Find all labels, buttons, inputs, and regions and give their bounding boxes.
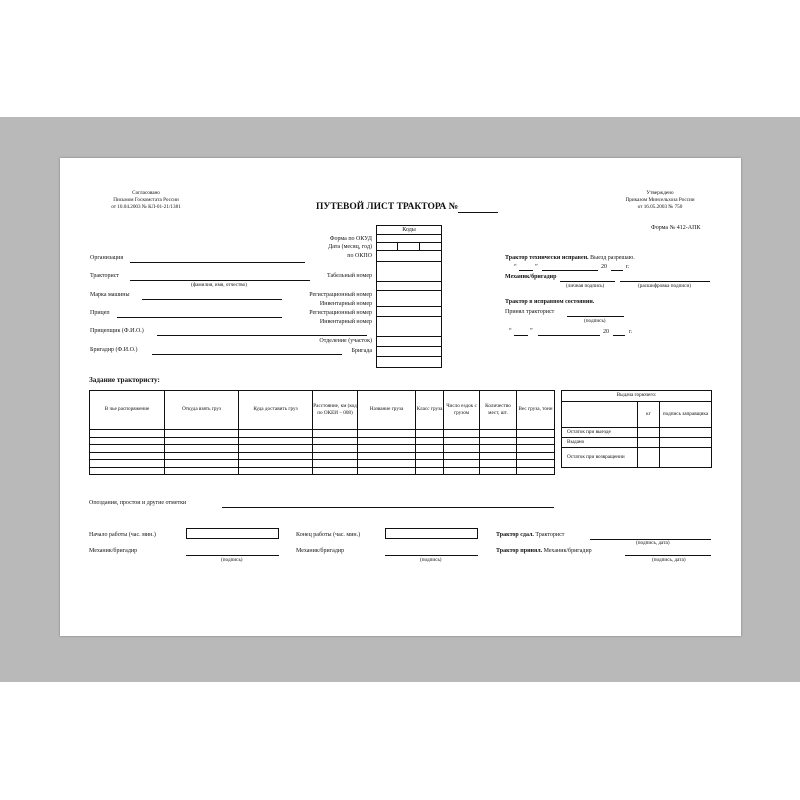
task-cell[interactable] <box>239 452 313 460</box>
codes-label: Форма по ОКУД <box>329 236 372 242</box>
trailer-label: Прицеп <box>90 310 110 316</box>
decode-hint: (расшифровка подписи) <box>638 283 691 289</box>
task-row <box>90 437 555 445</box>
tractor-handed-rest: Тракторист <box>535 532 565 538</box>
fuel-signature-header: подпись заправщика <box>660 402 712 428</box>
approval-left <box>86 190 206 210</box>
task-cell[interactable] <box>358 460 416 468</box>
signature-hint: (личная подпись) <box>566 283 605 289</box>
codes-divider <box>377 261 441 262</box>
task-cell[interactable] <box>358 445 416 453</box>
codes-divider <box>377 356 441 357</box>
task-cell[interactable] <box>165 452 239 460</box>
codes-label: Инвентарный номер <box>319 319 372 325</box>
accepted-signature-line[interactable] <box>567 316 624 317</box>
date2-quote-open: “ <box>509 328 512 334</box>
date-year-prefix: 20 <box>601 264 607 270</box>
form-code: Форма № 412-АПК <box>651 225 701 231</box>
task-cell[interactable] <box>416 460 444 468</box>
codes-column <box>376 225 442 368</box>
tractor-handed-hint: (подпись, дата) <box>636 540 670 546</box>
approval-left-line: Письмом Госкомстата России <box>113 196 179 203</box>
date-day-line[interactable] <box>519 270 533 271</box>
task-cell[interactable] <box>90 445 165 453</box>
task-cell[interactable] <box>313 445 358 453</box>
task-table <box>89 390 555 475</box>
task-cell[interactable] <box>480 430 517 438</box>
codes-divider <box>377 346 441 347</box>
date2-year-prefix: 20 <box>603 329 609 335</box>
task-cell[interactable] <box>313 467 358 475</box>
date-quote-open: “ <box>514 264 517 270</box>
task-cell[interactable] <box>358 452 416 460</box>
organization-label: Организация <box>90 255 124 261</box>
tractor-accepted-rest: Механик/бригадир <box>543 548 592 554</box>
start-work-box[interactable] <box>186 528 279 539</box>
date2-year-line[interactable] <box>613 335 625 336</box>
task-col-header: Класс груза <box>416 391 444 430</box>
task-cell[interactable] <box>90 460 165 468</box>
task-cell[interactable] <box>165 430 239 438</box>
task-col-header: Название груза <box>358 391 416 430</box>
approval-left-line: от 10.04.2003 № КЛ-01-21/1381 <box>111 203 181 210</box>
task-cell[interactable] <box>517 460 555 468</box>
task-cell[interactable] <box>444 467 480 475</box>
start-work-label: Начало работы (час. мин.) <box>89 532 156 538</box>
delays-line[interactable] <box>222 507 554 508</box>
task-cell[interactable] <box>90 467 165 475</box>
task-title: Задание трактористу: <box>89 376 160 384</box>
task-row <box>90 445 555 453</box>
fuel-sign-cell[interactable] <box>660 438 712 448</box>
task-cell[interactable] <box>165 460 239 468</box>
end-work-label: Конец работы (час. мин.) <box>296 532 361 538</box>
codes-header: Коды <box>402 227 416 233</box>
task-cell[interactable] <box>239 437 313 445</box>
tractor-accepted-sign-line[interactable] <box>625 555 711 556</box>
brigadier-line[interactable] <box>152 354 342 355</box>
task-cell[interactable] <box>165 467 239 475</box>
tractorist-line[interactable] <box>130 280 310 281</box>
approval-right-line: от 16.05.2003 № 750 <box>637 203 683 210</box>
task-cell[interactable] <box>239 430 313 438</box>
mechanic-mid-line[interactable] <box>385 555 478 556</box>
task-row <box>90 452 555 460</box>
task-cell[interactable] <box>90 437 165 445</box>
document-title: ПУТЕВОЙ ЛИСТ ТРАКТОРА № <box>316 202 459 212</box>
task-cell[interactable] <box>416 467 444 475</box>
task-cell[interactable] <box>90 430 165 438</box>
codes-label: Дата (месяц, год) <box>328 244 372 250</box>
task-cell[interactable] <box>444 460 480 468</box>
task-cell[interactable] <box>517 467 555 475</box>
task-cell[interactable] <box>313 460 358 468</box>
task-cell[interactable] <box>517 430 555 438</box>
date-quote-close: ” <box>535 264 538 270</box>
task-col-header: Вес груза, тонн <box>517 391 555 430</box>
date2-quote-close: ” <box>530 328 533 334</box>
task-row <box>90 460 555 468</box>
brigadier-label: Бригадир (Ф.И.О.) <box>90 347 138 353</box>
codes-divider <box>377 242 441 243</box>
tractorist-label: Тракторист <box>90 273 119 279</box>
fuel-kg-cell[interactable] <box>638 428 660 438</box>
tractorist-hint: (фамилия, имя, отчество) <box>191 282 247 288</box>
fuel-blank-header <box>562 402 638 428</box>
task-cell[interactable] <box>165 445 239 453</box>
date-year-line[interactable] <box>611 270 623 271</box>
machine-label: Марка машины <box>90 292 130 298</box>
date2-month-line[interactable] <box>538 335 600 336</box>
trailer-line[interactable] <box>117 317 282 318</box>
codes-label: Табельный номер <box>326 273 372 279</box>
task-row <box>90 430 555 438</box>
task-col-header: Количество мест, шт. <box>480 391 517 430</box>
task-cell[interactable] <box>239 467 313 475</box>
task-cell[interactable] <box>444 430 480 438</box>
date2-year-suffix: г. <box>629 329 633 335</box>
tractor-accepted-line <box>496 548 592 554</box>
trailer-operator-label: Прицепщик (Ф.И.О.) <box>90 328 144 334</box>
fuel-kg-cell[interactable] <box>638 448 660 468</box>
sign-hint-left: (подпись) <box>221 557 243 563</box>
task-cell[interactable] <box>444 437 480 445</box>
accepted-by-label: Принял тракторист <box>505 309 555 315</box>
task-col-header: В чье распоряжение <box>90 391 165 430</box>
codes-split <box>419 242 420 250</box>
date-year-suffix: г. <box>626 264 630 270</box>
task-cell[interactable] <box>239 460 313 468</box>
fuel-row-label: Выдано <box>562 438 638 448</box>
exit-allowed-text: Выезд разрешаю. <box>590 255 635 261</box>
tractor-accepted-bold: Трактор принял. <box>496 548 543 554</box>
approval-left-line: Согласовано <box>132 190 160 196</box>
task-cell[interactable] <box>444 452 480 460</box>
codes-label: Регистрационный номер <box>309 292 372 298</box>
task-cell[interactable] <box>313 452 358 460</box>
fuel-sign-cell[interactable] <box>660 448 712 468</box>
organization-line[interactable] <box>130 262 305 263</box>
mechanic-label: Механик/бригадир <box>505 274 557 280</box>
task-cell[interactable] <box>517 437 555 445</box>
fuel-kg-header: кг <box>638 402 660 428</box>
date2-day-line[interactable] <box>514 335 528 336</box>
ok-state-label: Трактор в исправном состоянии. <box>505 299 595 305</box>
codes-divider <box>377 306 441 307</box>
fuel-table <box>561 390 712 468</box>
fuel-row-label: Остаток при выезде <box>562 428 638 438</box>
codes-divider <box>377 234 441 235</box>
end-work-box[interactable] <box>385 528 478 539</box>
codes-label: Инвентарный номер <box>319 301 372 307</box>
mechanic-signature-line[interactable] <box>560 281 615 282</box>
task-cell[interactable] <box>358 430 416 438</box>
task-row <box>90 467 555 475</box>
task-col-header: Куда доставить груз <box>239 391 313 430</box>
fuel-title: Выдача горючего: <box>562 391 712 402</box>
mechanic-mid-label: Механик/бригадир <box>296 548 345 554</box>
task-cell[interactable] <box>480 445 517 453</box>
approval-right-line: Утверждено <box>646 190 674 196</box>
task-cell[interactable] <box>480 452 517 460</box>
task-cell[interactable] <box>416 445 444 453</box>
date-month-line[interactable] <box>542 270 598 271</box>
task-col-header: Расстояние, км (код по ОКЕИ – 008) <box>313 391 358 430</box>
approval-right <box>600 190 720 210</box>
task-cell[interactable] <box>517 452 555 460</box>
codes-label: Регистрационный номер <box>309 310 372 316</box>
mechanic-decode-line[interactable] <box>620 281 710 282</box>
task-cell[interactable] <box>480 437 517 445</box>
task-col-header: Откуда взять груз <box>165 391 239 430</box>
tech-ok-text: Трактор технически исправен. <box>505 255 589 261</box>
task-cell[interactable] <box>444 445 480 453</box>
task-cell[interactable] <box>480 460 517 468</box>
fuel-sign-cell[interactable] <box>660 428 712 438</box>
codes-divider <box>377 250 441 251</box>
codes-divider <box>377 316 441 317</box>
task-col-header: Число ездок с грузом <box>444 391 480 430</box>
task-cell[interactable] <box>517 445 555 453</box>
approval-right-line: Приказом Минсельхоза России <box>625 196 695 203</box>
mechanic-left-line[interactable] <box>186 555 279 556</box>
task-cell[interactable] <box>165 437 239 445</box>
mechanic-left-label: Механик/бригадир <box>89 548 138 554</box>
tractor-handed-line <box>496 532 564 538</box>
codes-divider <box>377 281 441 282</box>
fuel-row-label: Остаток при возвращении <box>562 448 638 468</box>
codes-divider <box>377 290 441 291</box>
trailer-operator-line[interactable] <box>157 335 367 336</box>
task-cell[interactable] <box>416 452 444 460</box>
task-cell[interactable] <box>313 430 358 438</box>
task-cell[interactable] <box>313 437 358 445</box>
task-cell[interactable] <box>416 430 444 438</box>
task-cell[interactable] <box>90 452 165 460</box>
delays-label: Опоздания, простои и другие отметки <box>89 500 187 506</box>
sign-hint-mid: (подпись) <box>420 557 442 563</box>
task-cell[interactable] <box>239 445 313 453</box>
task-cell[interactable] <box>358 467 416 475</box>
task-cell[interactable] <box>416 437 444 445</box>
signature-hint-2: (подпись) <box>584 318 606 324</box>
tech-ok-line <box>505 255 635 261</box>
fuel-kg-cell[interactable] <box>638 438 660 448</box>
document-number-line[interactable] <box>458 212 498 213</box>
tractor-handed-bold: Трактор сдал. <box>496 532 534 538</box>
machine-line[interactable] <box>142 299 282 300</box>
codes-label: Бригада <box>351 348 372 354</box>
codes-split <box>397 242 398 250</box>
codes-divider <box>377 336 441 337</box>
codes-label: Отделение (участок) <box>319 338 372 344</box>
task-cell[interactable] <box>358 437 416 445</box>
codes-label: по ОКПО <box>347 253 372 259</box>
task-cell[interactable] <box>480 467 517 475</box>
tractor-accepted-hint: (подпись, дата) <box>652 557 686 563</box>
